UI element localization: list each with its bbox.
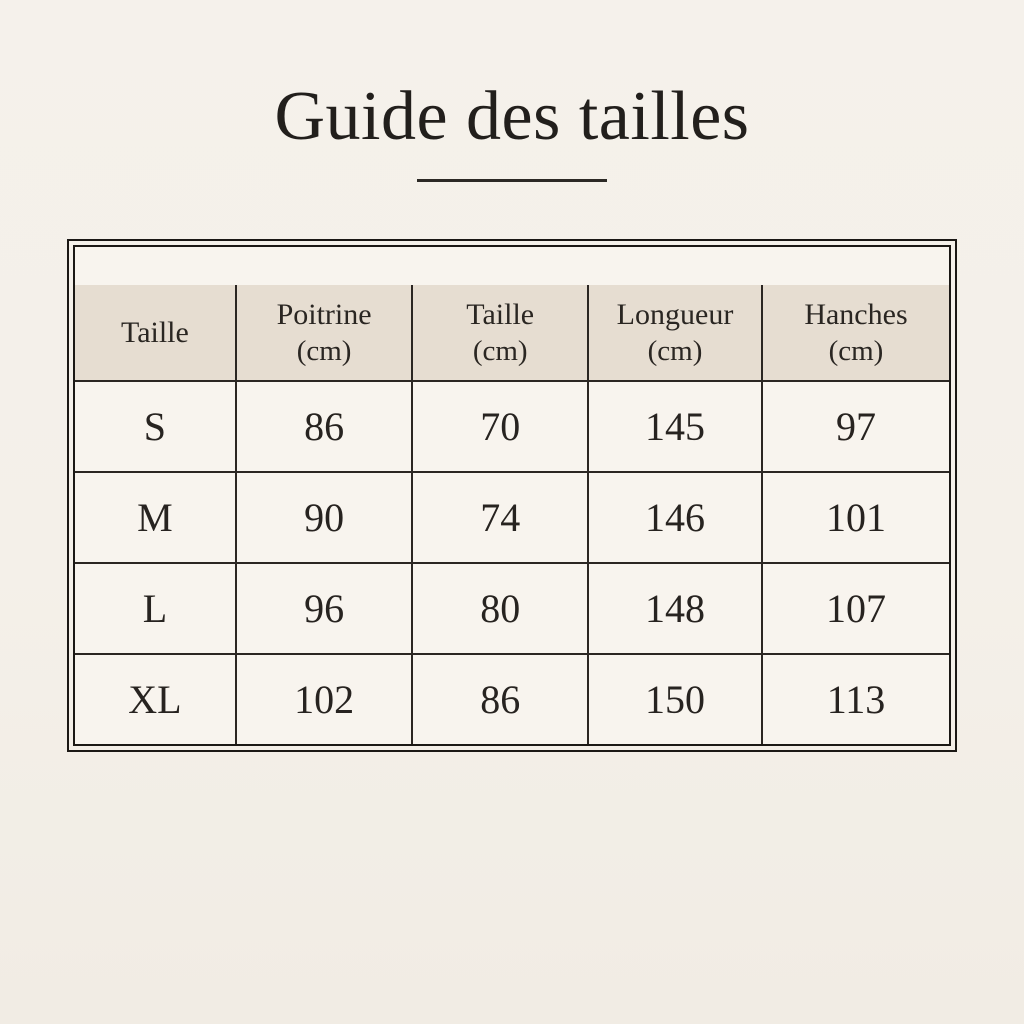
size-cell: L (75, 563, 236, 654)
column-label: Longueur (616, 297, 734, 331)
measurement-cell: 101 (762, 472, 949, 563)
column-header-waist (412, 285, 588, 381)
column-label: Hanches (804, 297, 908, 331)
measurement-cell: 96 (236, 563, 413, 654)
column-unit: (cm) (472, 335, 528, 368)
column-unit: (cm) (647, 335, 703, 368)
title-underline-divider (417, 179, 607, 182)
column-header-hips (762, 285, 949, 381)
measurement-cell: 107 (762, 563, 949, 654)
measurement-cell: 86 (236, 381, 413, 472)
measurement-cell: 113 (762, 654, 949, 744)
measurement-cell: 146 (588, 472, 762, 563)
column-label: Taille (466, 297, 535, 331)
column-unit: (cm) (828, 335, 884, 368)
measurement-cell: 102 (236, 654, 413, 744)
measurement-cell: 86 (412, 654, 588, 744)
column-header-length (588, 285, 762, 381)
column-header-chest (236, 285, 413, 381)
size-guide-inner-frame (73, 245, 951, 746)
column-header-size (75, 285, 236, 381)
page-title: Guide des tailles (274, 78, 750, 155)
column-label: Taille (120, 315, 189, 349)
column-unit: (cm) (296, 335, 352, 368)
size-guide-table (75, 285, 949, 744)
size-cell: XL (128, 677, 182, 722)
measurement-cell: 145 (588, 381, 762, 472)
size-cell: M (75, 472, 236, 563)
measurement-cell: 74 (412, 472, 588, 563)
measurement-cell: 80 (412, 563, 588, 654)
measurement-cell: 97 (762, 381, 949, 472)
size-cell: S (75, 381, 236, 472)
column-label: Poitrine (276, 297, 372, 331)
table-row-xl (75, 654, 949, 744)
measurement-cell: 148 (588, 563, 762, 654)
measurement-cell: 70 (412, 381, 588, 472)
table-row-l (75, 563, 949, 654)
header-row (75, 285, 949, 381)
measurement-cell: 90 (236, 472, 413, 563)
table-row-m (75, 472, 949, 563)
measurement-cell: 150 (588, 654, 762, 744)
table-row-s (75, 381, 949, 472)
size-guide-frame (67, 239, 957, 752)
